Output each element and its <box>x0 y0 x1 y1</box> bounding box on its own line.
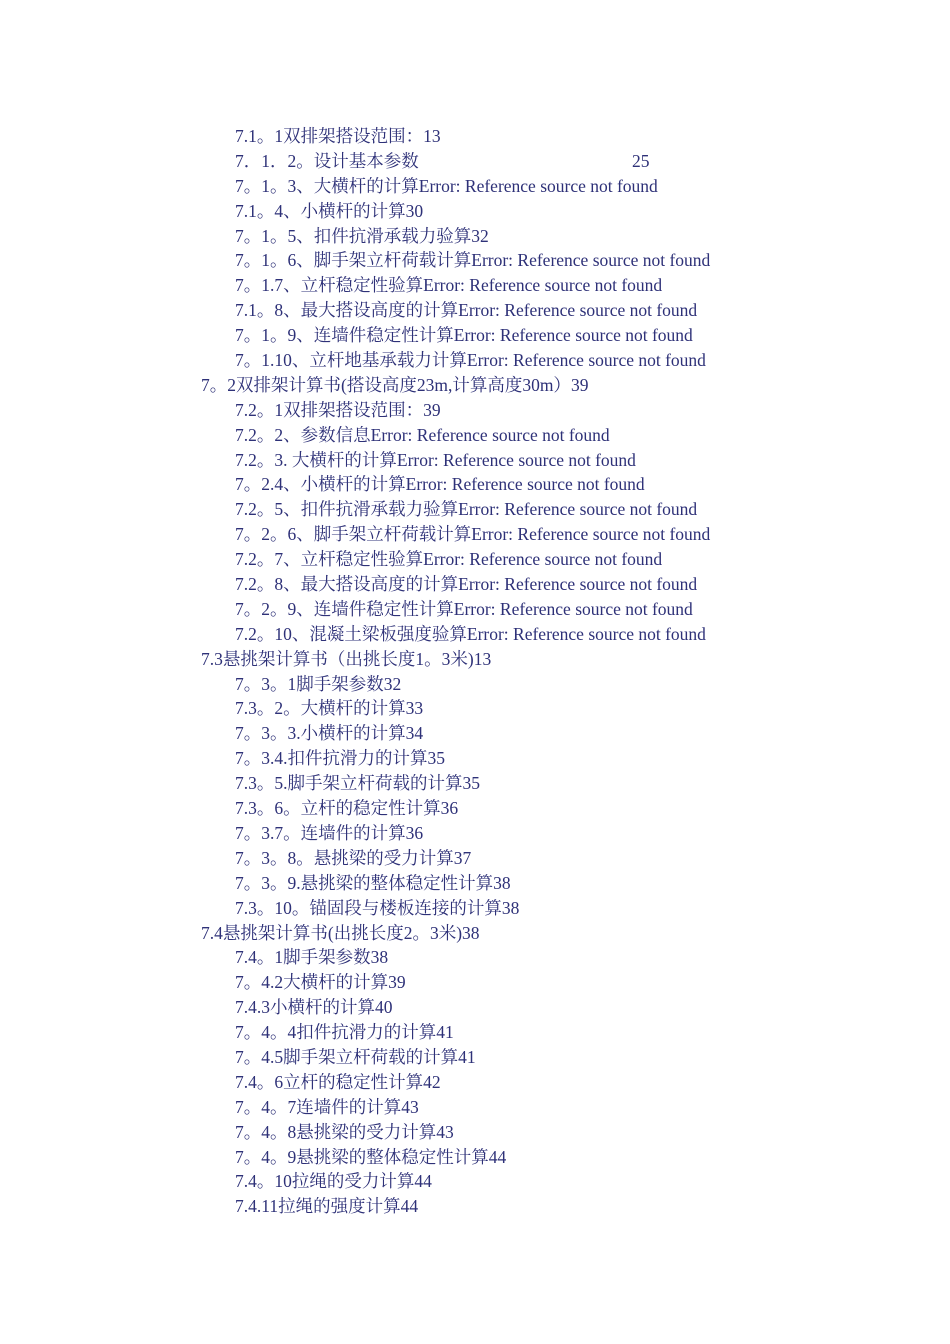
toc-entry-page: Error: Reference source not found <box>370 424 610 445</box>
toc-subsection-entry[interactable] <box>0 273 950 298</box>
toc-entry-title: 7。1。3、大横杆的计算 <box>235 175 419 196</box>
toc-subsection-entry[interactable] <box>0 572 950 597</box>
toc-entry-page: Error: Reference source not found <box>471 250 711 271</box>
toc-entry-page: 39 <box>423 399 441 420</box>
toc-entry-page: 36 <box>440 798 459 819</box>
toc-entry-page: 41 <box>436 1022 454 1043</box>
toc-entry-page: Error: Reference source not found <box>396 449 636 470</box>
toc-entry-title: 7。2.4、小横杆的计算 <box>235 474 406 495</box>
toc-subsection-entry[interactable] <box>0 846 950 871</box>
toc-entry-page: 33 <box>405 698 424 719</box>
toc-entry-title: 7.2。7、立杆稳定性验算 <box>235 549 424 570</box>
toc-entry-page: 44 <box>488 1146 507 1167</box>
toc-entry-page: 39 <box>570 374 589 395</box>
toc-subsection-entry[interactable] <box>0 248 950 273</box>
toc-subsection-entry[interactable] <box>0 323 950 348</box>
toc-subsection-entry[interactable] <box>0 1194 950 1219</box>
toc-entry-page: Error: Reference source not found <box>405 474 645 495</box>
toc-entry-page: Error: Reference source not found <box>423 275 663 296</box>
toc-entry-title: 7。3.7。连墙件的计算 <box>235 822 406 843</box>
toc-subsection-entry[interactable] <box>0 398 950 423</box>
toc-subsection-entry[interactable] <box>0 1095 950 1120</box>
toc-entry-title: 7.3。6。立杆的稳定性计算 <box>235 798 441 819</box>
toc-entry-title: 7.3。2。大横杆的计算 <box>235 698 406 719</box>
toc-subsection-entry[interactable] <box>0 995 950 1020</box>
toc-entry-page: 13 <box>473 648 492 669</box>
toc-subsection-entry[interactable] <box>0 746 950 771</box>
toc-entry-title: 7。1.7、立杆稳定性验算 <box>235 275 424 296</box>
toc-entry-title: 7.2。8、最大搭设高度的计算 <box>235 574 459 595</box>
toc-subsection-entry[interactable] <box>0 1169 950 1194</box>
toc-entry-title: 7.4。10拉绳的受力计算 <box>235 1171 415 1192</box>
toc-subsection-entry[interactable] <box>0 771 950 796</box>
toc-entry-page: 38 <box>501 897 520 918</box>
toc-entry-page: 38 <box>493 872 511 893</box>
toc-subsection-entry[interactable] <box>0 174 950 199</box>
toc-entry-title: 7.4悬挑架计算书(出挑长度2。3米) <box>201 922 463 943</box>
toc-entry-title: 7。1。5、扣件抗滑承载力验算 <box>235 225 472 246</box>
toc-subsection-entry[interactable] <box>0 224 950 249</box>
toc-subsection-entry[interactable] <box>0 472 950 497</box>
toc-entry-page: 39 <box>388 972 406 993</box>
toc-subsection-entry[interactable] <box>0 821 950 846</box>
toc-entry-page: 34 <box>405 723 424 744</box>
toc-entry-page: 35 <box>462 773 480 794</box>
toc-subsection-entry[interactable] <box>0 871 950 896</box>
toc-entry-title: 7.2。2、参数信息 <box>235 424 371 445</box>
toc-subsection-entry[interactable] <box>0 199 950 224</box>
toc-entry-title: 7.1。1双排架搭设范围： <box>235 126 424 146</box>
toc-subsection-entry[interactable] <box>0 1120 950 1145</box>
toc-entry-title: 7.2。3. 大横杆的计算 <box>235 449 397 470</box>
toc-subsection-entry[interactable] <box>0 497 950 522</box>
toc-entry-title: 7.3。10。锚固段与楼板连接的计算 <box>235 897 502 918</box>
toc-entry-page: 36 <box>405 822 424 843</box>
toc-entry-title: 7。4.5脚手架立杆荷载的计算 <box>235 1046 459 1067</box>
toc-entry-title: 7.2。1双排架搭设范围： <box>235 399 424 420</box>
toc-entry-page: 25 <box>632 150 650 171</box>
toc-entry-page: Error: Reference source not found <box>423 549 663 570</box>
toc-entry-title: 7。4。4扣件抗滑力的计算 <box>235 1022 437 1043</box>
toc-entry-page: Error: Reference source not found <box>458 300 698 321</box>
toc-entry-title: 7。1。6、脚手架立杆荷载计算 <box>235 250 472 271</box>
toc-entry-title: 7。1.10、立杆地基承载力计算 <box>235 350 467 371</box>
toc-entry-page: 35 <box>427 748 445 769</box>
toc-entry-title: 7.4.11拉绳的强度计算 <box>235 1196 401 1217</box>
toc-entry-page: Error: Reference source not found <box>453 598 693 619</box>
table-of-contents <box>0 124 950 1219</box>
toc-entry-title: 7.2。5、扣件抗滑承载力验算 <box>235 499 459 520</box>
toc-subsection-entry[interactable] <box>0 970 950 995</box>
toc-entry-page: 44 <box>414 1171 432 1192</box>
toc-entry-title: 7.4。1脚手架参数 <box>235 947 371 968</box>
toc-subsection-entry[interactable] <box>0 1145 950 1170</box>
toc-entry-page: 42 <box>423 1071 441 1092</box>
toc-subsection-entry[interactable] <box>0 1045 950 1070</box>
toc-entry-title: 7。3。1脚手架参数 <box>235 673 384 694</box>
toc-entry-title: 7。4。7连墙件的计算 <box>235 1096 402 1117</box>
toc-section-entry[interactable] <box>0 373 950 398</box>
toc-entry-title: 7．1．2。设计基本参数 <box>235 150 419 171</box>
toc-entry-title: 7。3。8。悬挑梁的受力计算 <box>235 847 454 868</box>
toc-entry-page: Error: Reference source not found <box>418 175 658 196</box>
toc-subsection-entry[interactable] <box>0 796 950 821</box>
toc-entry-title: 7。2双排架计算书(搭设高度23m,计算高度30m） <box>201 374 571 395</box>
toc-entry-page: 40 <box>375 997 393 1018</box>
toc-entry-title: 7.2。10、混凝土梁板强度验算 <box>235 623 467 644</box>
toc-subsection-entry[interactable] <box>0 696 950 721</box>
toc-subsection-entry[interactable] <box>0 721 950 746</box>
toc-entry-title: 7。3。3.小横杆的计算 <box>235 723 406 744</box>
toc-subsection-entry[interactable] <box>0 298 950 323</box>
toc-entry-page: 32 <box>383 673 402 694</box>
toc-entry-title: 7.1。4、小横杆的计算 <box>235 200 406 221</box>
toc-entry-page: 44 <box>400 1196 419 1217</box>
toc-entry-title: 7.3。5.脚手架立杆荷载的计算 <box>235 773 463 794</box>
toc-entry-page: Error: Reference source not found <box>466 350 706 371</box>
toc-entry-title: 7。4。8悬挑梁的受力计算 <box>235 1121 437 1142</box>
toc-entry-title: 7。2。9、连墙件稳定性计算 <box>235 598 454 619</box>
toc-subsection-entry[interactable] <box>0 522 950 547</box>
toc-entry-page: Error: Reference source not found <box>466 623 706 644</box>
toc-subsection-entry[interactable] <box>0 423 950 448</box>
toc-subsection-entry[interactable] <box>0 896 950 921</box>
toc-entry-page: Error: Reference source not found <box>453 325 693 346</box>
toc-entry-title: 7。2。6、脚手架立杆荷载计算 <box>235 524 472 545</box>
toc-subsection-entry[interactable] <box>0 597 950 622</box>
toc-entry-title: 7.1。8、最大搭设高度的计算 <box>235 300 459 321</box>
toc-entry-page: 13 <box>423 126 441 146</box>
toc-subsection-entry[interactable] <box>0 547 950 572</box>
toc-entry-title: 7。4.2大横杆的计算 <box>235 972 389 993</box>
toc-entry-page: Error: Reference source not found <box>471 524 711 545</box>
toc-entry-title: 7。3。9.悬挑梁的整体稳定性计算 <box>235 872 494 893</box>
toc-entry-page: 43 <box>401 1096 419 1117</box>
toc-entry-page: Error: Reference source not found <box>458 499 698 520</box>
toc-section-entry[interactable] <box>0 647 950 672</box>
toc-subsection-entry[interactable] <box>0 124 950 149</box>
toc-entry-page: 38 <box>462 922 480 943</box>
toc-entry-title: 7.4。6立杆的稳定性计算 <box>235 1071 424 1092</box>
toc-entry-page: 32 <box>471 225 489 246</box>
toc-entry-page: 38 <box>370 947 389 968</box>
toc-subsection-entry[interactable] <box>0 348 950 373</box>
toc-subsection-entry[interactable] <box>0 672 950 697</box>
toc-subsection-entry[interactable] <box>0 1020 950 1045</box>
toc-entry-title: 7。3.4.扣件抗滑力的计算 <box>235 748 428 769</box>
toc-entry-page: 30 <box>405 200 424 221</box>
toc-subsection-entry[interactable] <box>0 149 950 174</box>
toc-entry-title: 7。4。9悬挑梁的整体稳定性计算 <box>235 1146 489 1167</box>
toc-entry-title: 7。1。9、连墙件稳定性计算 <box>235 325 454 346</box>
toc-entry-title: 7.4.3小横杆的计算 <box>235 997 375 1018</box>
toc-section-entry[interactable] <box>0 921 950 946</box>
toc-subsection-entry[interactable] <box>0 945 950 970</box>
toc-entry-page: Error: Reference source not found <box>458 574 698 595</box>
toc-subsection-entry[interactable] <box>0 448 950 473</box>
toc-entry-page: 41 <box>458 1046 476 1067</box>
toc-entry-page: 37 <box>453 847 472 868</box>
toc-entry-page: 43 <box>436 1121 454 1142</box>
toc-subsection-entry[interactable] <box>0 622 950 647</box>
toc-entry-title: 7.3悬挑架计算书（出挑长度1。3米) <box>201 648 474 669</box>
toc-subsection-entry[interactable] <box>0 1070 950 1095</box>
